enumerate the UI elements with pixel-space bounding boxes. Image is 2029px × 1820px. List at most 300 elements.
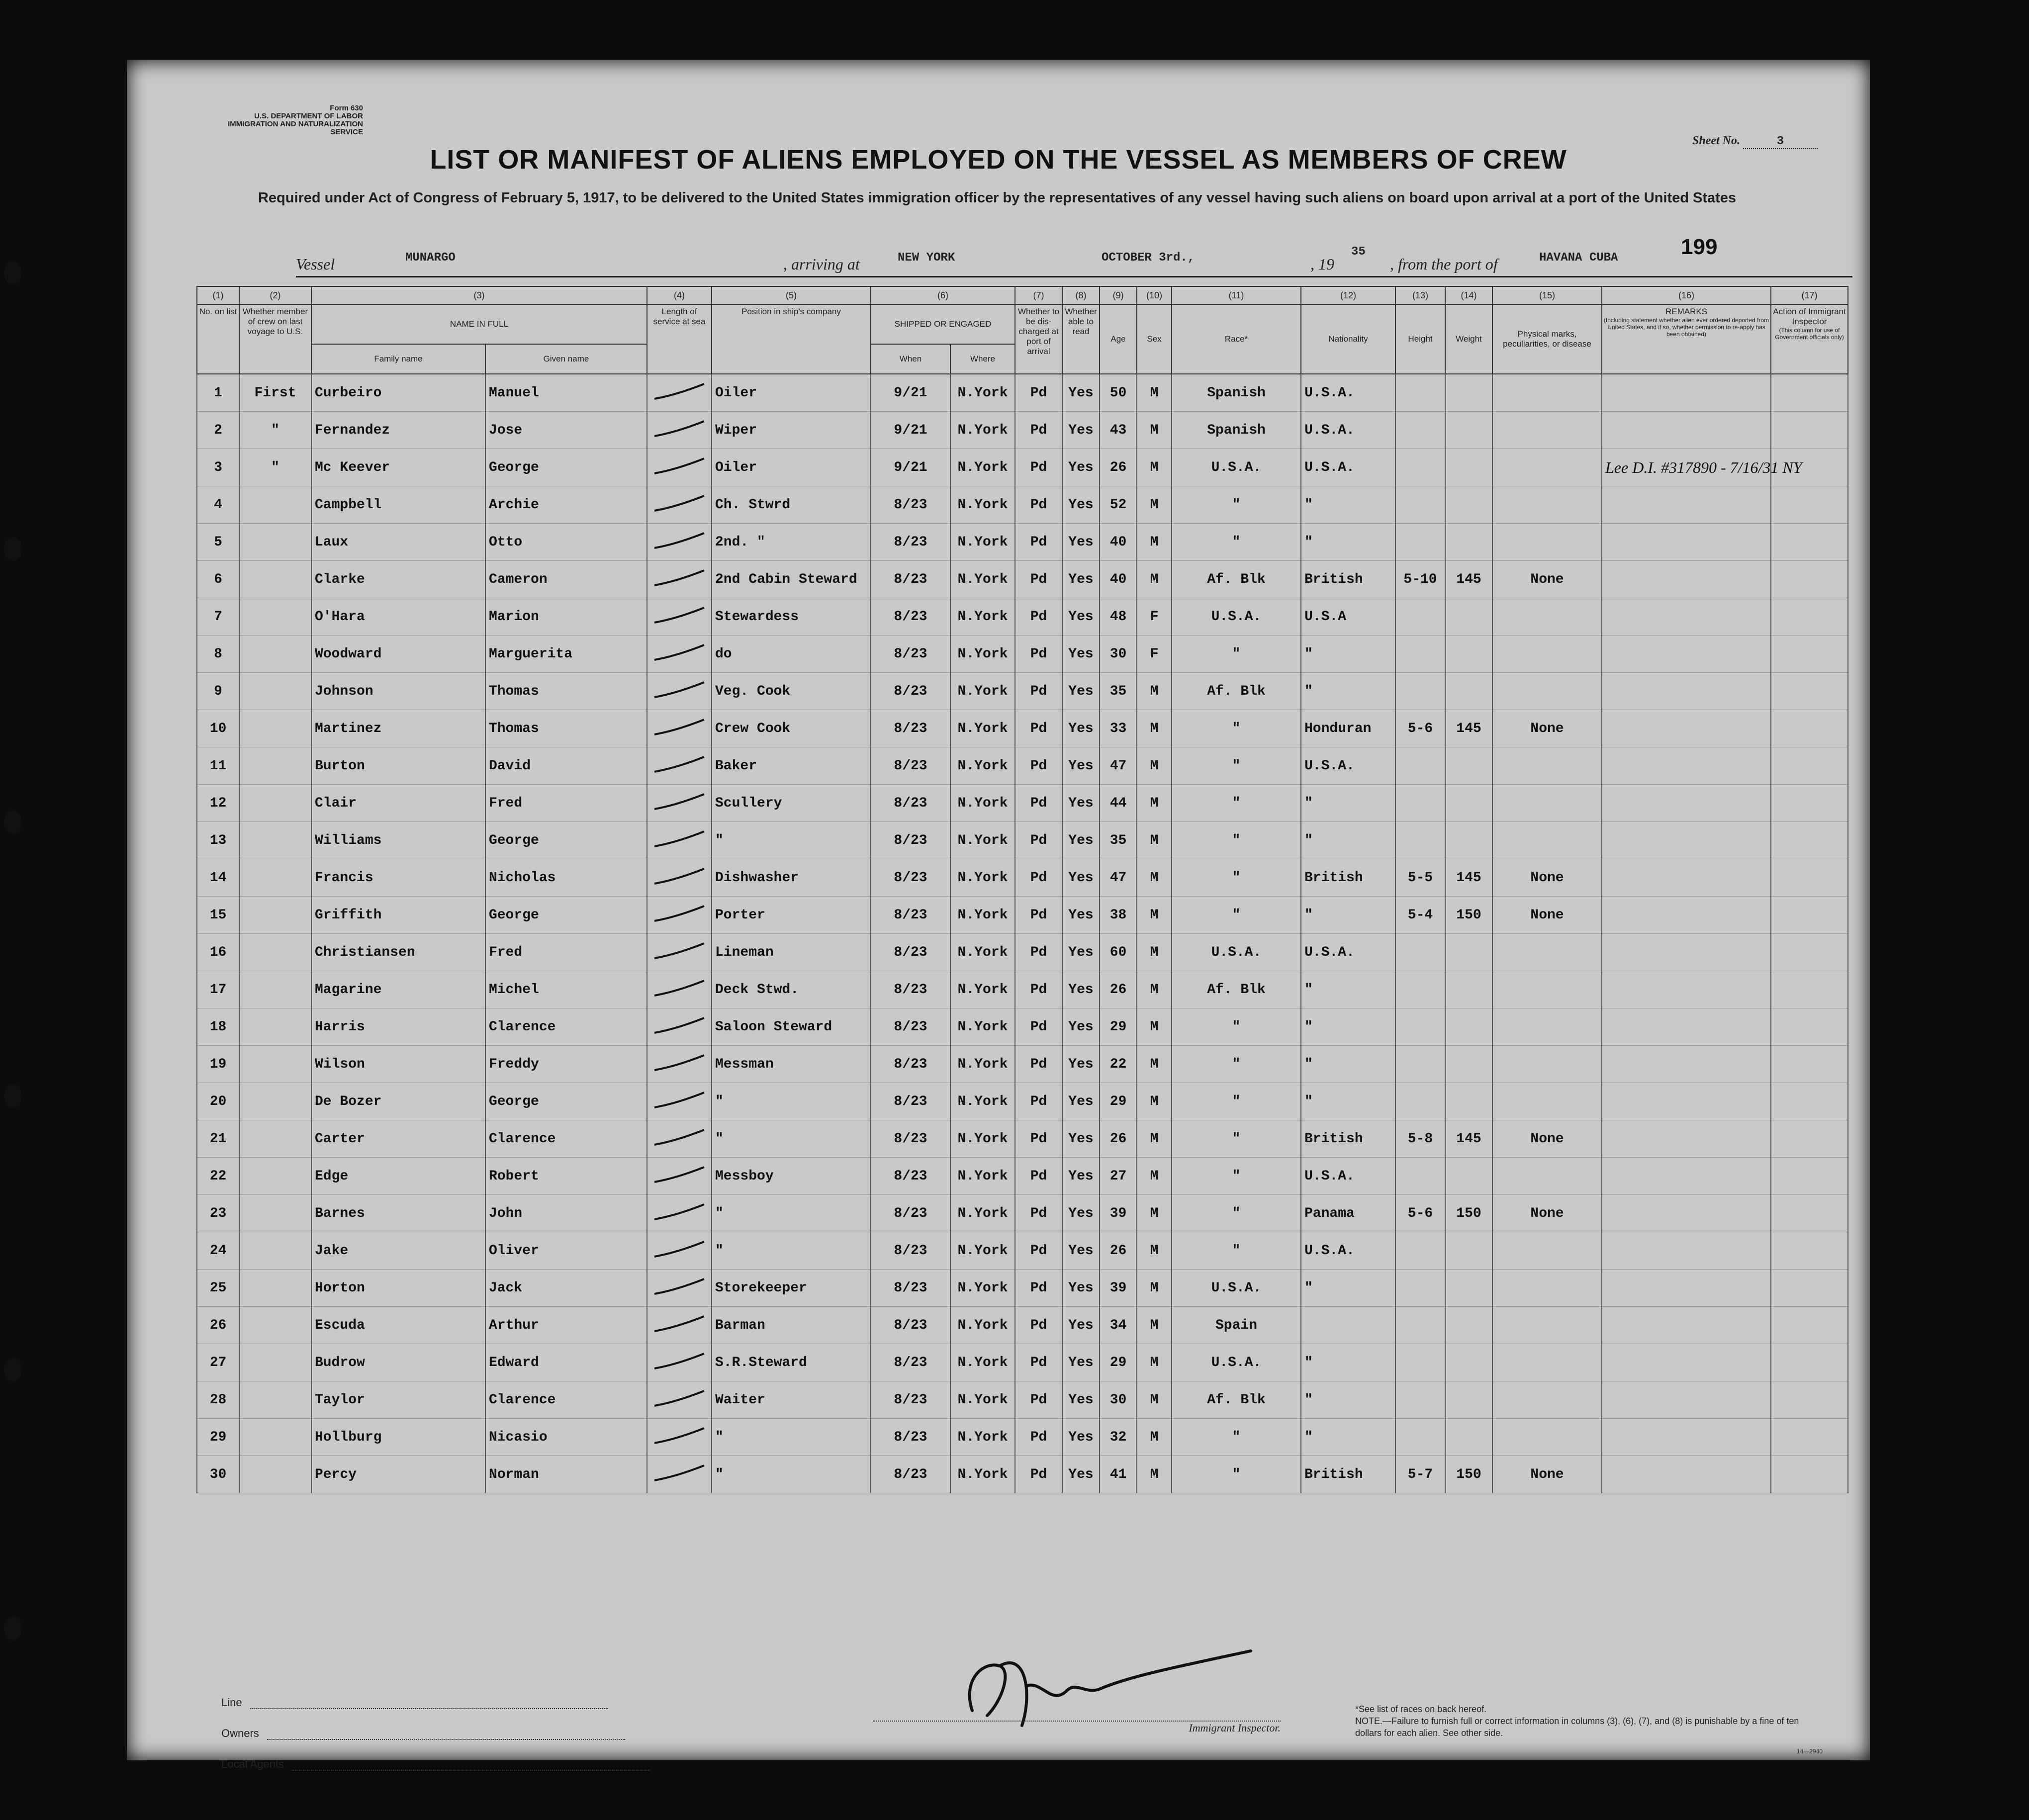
- cell-family-name: Christiansen: [311, 934, 485, 971]
- tick-mark: [652, 642, 707, 662]
- cell-inspector-action: [1771, 636, 1848, 673]
- cell-physical-marks: [1492, 1419, 1602, 1456]
- cell-shipped-when: 8/23: [871, 971, 950, 1008]
- cell-inspector-action: [1771, 673, 1848, 710]
- cell-race: ": [1172, 1232, 1301, 1270]
- cell-discharged: Pd: [1015, 524, 1062, 561]
- cell-age: 48: [1100, 598, 1137, 636]
- cell-physical-marks: [1492, 1158, 1602, 1195]
- cell-age: 26: [1100, 1232, 1137, 1270]
- cell-given-name: Oliver: [485, 1232, 647, 1270]
- cell-discharged: Pd: [1015, 673, 1062, 710]
- cell-physical-marks: None: [1492, 1195, 1602, 1232]
- cell-sex: M: [1137, 374, 1172, 412]
- cell-discharged: Pd: [1015, 1270, 1062, 1307]
- cell-service-length: [647, 673, 712, 710]
- cell-weight: 150: [1445, 1195, 1492, 1232]
- table-row: [197, 785, 1848, 822]
- cell-row-number: 1: [197, 374, 239, 412]
- cell-row-number: 26: [197, 1307, 239, 1344]
- col-num: (17): [1771, 286, 1848, 304]
- tick-mark: [652, 1127, 707, 1147]
- cell-sex: M: [1137, 1195, 1172, 1232]
- cell-inspector-action: [1771, 598, 1848, 636]
- tick-mark: [652, 1313, 707, 1333]
- cell-position: ": [712, 1456, 871, 1493]
- cell-inspector-action: [1771, 1456, 1848, 1493]
- cell-nationality: Honduran: [1301, 710, 1395, 747]
- cell-discharged: Pd: [1015, 1419, 1062, 1456]
- tick-mark: [652, 754, 707, 774]
- cell-age: 26: [1100, 1120, 1137, 1158]
- cell-last-voyage: [239, 673, 311, 710]
- col-num: (11): [1172, 286, 1301, 304]
- cell-discharged: Pd: [1015, 747, 1062, 785]
- cell-nationality: ": [1301, 897, 1395, 934]
- cell-weight: [1445, 374, 1492, 412]
- cell-shipped-when: 8/23: [871, 785, 950, 822]
- cell-inspector-action: [1771, 710, 1848, 747]
- cell-sex: F: [1137, 636, 1172, 673]
- cell-nationality: U.S.A.: [1301, 1232, 1395, 1270]
- cell-shipped-when: 8/23: [871, 859, 950, 897]
- cell-discharged: Pd: [1015, 1307, 1062, 1344]
- table-row: [197, 1270, 1848, 1307]
- cell-service-length: [647, 822, 712, 859]
- cell-remarks: [1602, 1419, 1771, 1456]
- cell-able-to-read: Yes: [1062, 1381, 1100, 1419]
- table-row: [197, 412, 1848, 449]
- cell-height: [1395, 1344, 1445, 1381]
- cell-able-to-read: Yes: [1062, 785, 1100, 822]
- col-header-position: Position in ship's company: [712, 304, 871, 374]
- tick-mark: [652, 455, 707, 475]
- cell-weight: 145: [1445, 561, 1492, 598]
- cell-nationality: British: [1301, 859, 1395, 897]
- cell-family-name: Harris: [311, 1008, 485, 1046]
- cell-position: Messman: [712, 1046, 871, 1083]
- cell-last-voyage: ": [239, 412, 311, 449]
- cell-age: 43: [1100, 412, 1137, 449]
- cell-sex: M: [1137, 747, 1172, 785]
- cell-sex: M: [1137, 897, 1172, 934]
- cell-weight: 150: [1445, 897, 1492, 934]
- table-row: [197, 1008, 1848, 1046]
- cell-position: Baker: [712, 747, 871, 785]
- col-header-no: No. on list: [197, 304, 239, 374]
- cell-inspector-action: [1771, 934, 1848, 971]
- cell-given-name: Thomas: [485, 710, 647, 747]
- cell-weight: [1445, 486, 1492, 524]
- cell-age: 47: [1100, 859, 1137, 897]
- table-row: [197, 822, 1848, 859]
- cell-service-length: [647, 1083, 712, 1120]
- cell-weight: [1445, 747, 1492, 785]
- cell-race: U.S.A.: [1172, 449, 1301, 486]
- cell-age: 29: [1100, 1083, 1137, 1120]
- cell-shipped-where: N.York: [950, 710, 1015, 747]
- cell-family-name: Mc Keever: [311, 449, 485, 486]
- cell-shipped-when: 8/23: [871, 1307, 950, 1344]
- tick-mark: [652, 1462, 707, 1482]
- cell-shipped-where: N.York: [950, 1158, 1015, 1195]
- tick-mark: [652, 679, 707, 699]
- cell-physical-marks: [1492, 822, 1602, 859]
- cell-race: ": [1172, 486, 1301, 524]
- cell-physical-marks: [1492, 636, 1602, 673]
- cell-position: Storekeeper: [712, 1270, 871, 1307]
- cell-remarks: [1602, 971, 1771, 1008]
- arrival-port: NEW YORK: [898, 251, 955, 265]
- cell-sex: M: [1137, 785, 1172, 822]
- manifest-rows: [197, 374, 1848, 1493]
- cell-inspector-action: [1771, 1158, 1848, 1195]
- cell-race: ": [1172, 747, 1301, 785]
- cell-weight: [1445, 449, 1492, 486]
- cell-family-name: Taylor: [311, 1381, 485, 1419]
- col-header-shipped: SHIPPED OR ENGAGED: [871, 304, 1015, 344]
- cell-height: 5-4: [1395, 897, 1445, 934]
- cell-shipped-where: N.York: [950, 1456, 1015, 1493]
- table-row: [197, 598, 1848, 636]
- cell-weight: [1445, 1083, 1492, 1120]
- cell-height: [1395, 374, 1445, 412]
- cell-service-length: [647, 486, 712, 524]
- cell-able-to-read: Yes: [1062, 1344, 1100, 1381]
- cell-position: Dishwasher: [712, 859, 871, 897]
- table-row: [197, 859, 1848, 897]
- cell-given-name: Archie: [485, 486, 647, 524]
- cell-given-name: Freddy: [485, 1046, 647, 1083]
- cell-weight: [1445, 412, 1492, 449]
- cell-height: 5-6: [1395, 1195, 1445, 1232]
- cell-nationality: ": [1301, 673, 1395, 710]
- cell-inspector-action: [1771, 1270, 1848, 1307]
- cell-discharged: Pd: [1015, 1008, 1062, 1046]
- note-races: *See list of races on back hereof.: [1355, 1704, 1487, 1714]
- cell-nationality: ": [1301, 636, 1395, 673]
- cell-service-length: [647, 897, 712, 934]
- cell-shipped-when: 8/23: [871, 934, 950, 971]
- cell-family-name: Edge: [311, 1158, 485, 1195]
- cell-family-name: Barnes: [311, 1195, 485, 1232]
- cell-physical-marks: [1492, 747, 1602, 785]
- cell-position: Crew Cook: [712, 710, 871, 747]
- cell-weight: [1445, 1381, 1492, 1419]
- cell-age: 60: [1100, 934, 1137, 971]
- cell-shipped-where: N.York: [950, 1419, 1015, 1456]
- cell-given-name: Robert: [485, 1158, 647, 1195]
- form-identifier: [204, 104, 363, 136]
- cell-row-number: 9: [197, 673, 239, 710]
- cell-service-length: [647, 561, 712, 598]
- cell-weight: [1445, 673, 1492, 710]
- cell-weight: [1445, 524, 1492, 561]
- cell-sex: M: [1137, 710, 1172, 747]
- cell-race: ": [1172, 1083, 1301, 1120]
- table-row: [197, 561, 1848, 598]
- cell-row-number: 4: [197, 486, 239, 524]
- cell-position: do: [712, 636, 871, 673]
- cell-family-name: Clarke: [311, 561, 485, 598]
- col-header-name: NAME IN FULL: [311, 304, 647, 344]
- cell-race: Af. Blk: [1172, 1381, 1301, 1419]
- cell-height: [1395, 1158, 1445, 1195]
- table-row: [197, 1158, 1848, 1195]
- col-header-height: Height: [1395, 304, 1445, 374]
- table-row: [197, 897, 1848, 934]
- cell-shipped-where: N.York: [950, 598, 1015, 636]
- cell-given-name: Nicasio: [485, 1419, 647, 1456]
- cell-sex: M: [1137, 1456, 1172, 1493]
- cell-position: S.R.Steward: [712, 1344, 871, 1381]
- cell-race: ": [1172, 859, 1301, 897]
- cell-shipped-when: 8/23: [871, 1419, 950, 1456]
- arrival-date: OCTOBER 3rd.,: [1102, 251, 1195, 265]
- table-row: [197, 374, 1848, 412]
- cell-weight: [1445, 1270, 1492, 1307]
- cell-given-name: George: [485, 822, 647, 859]
- cell-inspector-action: [1771, 1046, 1848, 1083]
- table-row: [197, 524, 1848, 561]
- cell-physical-marks: None: [1492, 859, 1602, 897]
- cell-sex: F: [1137, 598, 1172, 636]
- cell-service-length: [647, 785, 712, 822]
- cell-age: 30: [1100, 1381, 1137, 1419]
- cell-physical-marks: [1492, 673, 1602, 710]
- cell-discharged: Pd: [1015, 1232, 1062, 1270]
- cell-age: 41: [1100, 1456, 1137, 1493]
- cell-height: [1395, 934, 1445, 971]
- cell-shipped-when: 8/23: [871, 636, 950, 673]
- cell-row-number: 13: [197, 822, 239, 859]
- cell-shipped-when: 8/23: [871, 486, 950, 524]
- cell-remarks: [1602, 636, 1771, 673]
- cell-discharged: Pd: [1015, 1120, 1062, 1158]
- cell-sex: M: [1137, 524, 1172, 561]
- cell-race: ": [1172, 1456, 1301, 1493]
- cell-row-number: 3: [197, 449, 239, 486]
- tick-mark: [652, 1388, 707, 1408]
- tick-mark: [652, 1276, 707, 1296]
- cell-remarks: [1602, 524, 1771, 561]
- cell-race: Spain: [1172, 1307, 1301, 1344]
- cell-service-length: [647, 1158, 712, 1195]
- col-header-family-name: Family name: [311, 344, 485, 374]
- cell-given-name: Clarence: [485, 1381, 647, 1419]
- handwritten-number: 199: [1681, 235, 1718, 259]
- cell-position: Barman: [712, 1307, 871, 1344]
- cell-nationality: British: [1301, 1120, 1395, 1158]
- table-row: [197, 636, 1848, 673]
- cell-nationality: U.S.A.: [1301, 374, 1395, 412]
- cell-nationality: U.S.A.: [1301, 412, 1395, 449]
- col-num: (7): [1015, 286, 1062, 304]
- cell-discharged: Pd: [1015, 1344, 1062, 1381]
- cell-race: ": [1172, 1419, 1301, 1456]
- cell-service-length: [647, 1419, 712, 1456]
- cell-discharged: Pd: [1015, 897, 1062, 934]
- cell-row-number: 8: [197, 636, 239, 673]
- cell-height: [1395, 1270, 1445, 1307]
- cell-inspector-action: [1771, 1381, 1848, 1419]
- cell-given-name: Marion: [485, 598, 647, 636]
- cell-row-number: 29: [197, 1419, 239, 1456]
- cell-discharged: Pd: [1015, 561, 1062, 598]
- cell-inspector-action: [1771, 747, 1848, 785]
- cell-remarks: [1602, 934, 1771, 971]
- cell-remarks: [1602, 859, 1771, 897]
- cell-row-number: 2: [197, 412, 239, 449]
- cell-discharged: Pd: [1015, 412, 1062, 449]
- cell-service-length: [647, 971, 712, 1008]
- cell-weight: [1445, 1046, 1492, 1083]
- binder-hole: [4, 261, 22, 285]
- cell-sex: M: [1137, 822, 1172, 859]
- cell-physical-marks: None: [1492, 561, 1602, 598]
- cell-age: 38: [1100, 897, 1137, 934]
- cell-discharged: Pd: [1015, 598, 1062, 636]
- cell-physical-marks: [1492, 1083, 1602, 1120]
- cell-last-voyage: ": [239, 449, 311, 486]
- cell-given-name: Jack: [485, 1270, 647, 1307]
- cell-remarks: [1602, 822, 1771, 859]
- cell-nationality: British: [1301, 1456, 1395, 1493]
- cell-sex: M: [1137, 1344, 1172, 1381]
- cell-height: [1395, 673, 1445, 710]
- cell-nationality: U.S.A.: [1301, 934, 1395, 971]
- cell-remarks: [1602, 1344, 1771, 1381]
- cell-given-name: Michel: [485, 971, 647, 1008]
- cell-row-number: 15: [197, 897, 239, 934]
- department: U.S. DEPARTMENT OF LABOR: [254, 112, 363, 120]
- cell-nationality: ": [1301, 524, 1395, 561]
- cell-shipped-where: N.York: [950, 1083, 1015, 1120]
- col-header-action: [1771, 304, 1848, 374]
- cell-remarks: [1602, 1232, 1771, 1270]
- cell-family-name: Curbeiro: [311, 374, 485, 412]
- cell-height: [1395, 747, 1445, 785]
- col-header-last-voyage: Whether member of crew on last voyage to U.S.: [239, 304, 311, 374]
- cell-physical-marks: [1492, 374, 1602, 412]
- cell-height: [1395, 412, 1445, 449]
- cell-inspector-action: [1771, 1232, 1848, 1270]
- cell-able-to-read: Yes: [1062, 449, 1100, 486]
- cell-physical-marks: [1492, 1270, 1602, 1307]
- cell-family-name: Wilson: [311, 1046, 485, 1083]
- cell-last-voyage: [239, 524, 311, 561]
- cell-family-name: Budrow: [311, 1344, 485, 1381]
- cell-able-to-read: Yes: [1062, 673, 1100, 710]
- cell-family-name: Griffith: [311, 897, 485, 934]
- cell-weight: [1445, 1232, 1492, 1270]
- cell-shipped-when: 8/23: [871, 1008, 950, 1046]
- cell-height: [1395, 1381, 1445, 1419]
- cell-shipped-when: 8/23: [871, 1158, 950, 1195]
- cell-inspector-action: [1771, 1419, 1848, 1456]
- cell-family-name: Campbell: [311, 486, 485, 524]
- cell-nationality: ": [1301, 1270, 1395, 1307]
- cell-family-name: Laux: [311, 524, 485, 561]
- cell-shipped-where: N.York: [950, 1270, 1015, 1307]
- cell-weight: [1445, 636, 1492, 673]
- cell-given-name: Jose: [485, 412, 647, 449]
- cell-given-name: Fred: [485, 785, 647, 822]
- cell-able-to-read: Yes: [1062, 747, 1100, 785]
- table-row: [197, 747, 1848, 785]
- cell-last-voyage: [239, 1381, 311, 1419]
- cell-service-length: [647, 1456, 712, 1493]
- cell-row-number: 14: [197, 859, 239, 897]
- page-subtitle: Required under Act of Congress of February 5, 1917, to be delivered to the United States immigration officer by the representatives of any vessel having such aliens on board upon arrival at a port of the United States: [258, 190, 1737, 206]
- cell-last-voyage: [239, 1456, 311, 1493]
- cell-remarks: [1602, 598, 1771, 636]
- cell-last-voyage: [239, 1232, 311, 1270]
- table-row: [197, 1344, 1848, 1381]
- cell-race: ": [1172, 897, 1301, 934]
- cell-family-name: De Bozer: [311, 1083, 485, 1120]
- cell-physical-marks: [1492, 1307, 1602, 1344]
- cell-family-name: Francis: [311, 859, 485, 897]
- cell-height: 5-10: [1395, 561, 1445, 598]
- cell-family-name: Horton: [311, 1270, 485, 1307]
- cell-last-voyage: [239, 897, 311, 934]
- owners-label: Owners: [221, 1727, 259, 1739]
- cell-age: 26: [1100, 971, 1137, 1008]
- cell-discharged: Pd: [1015, 636, 1062, 673]
- cell-shipped-where: N.York: [950, 561, 1015, 598]
- cell-shipped-when: 8/23: [871, 747, 950, 785]
- col-header-discharged: Whether to be dis-charged at port of arrival: [1015, 304, 1062, 374]
- col-header-given-name: Given name: [485, 344, 647, 374]
- cell-shipped-where: N.York: [950, 636, 1015, 673]
- cell-remarks: [1602, 1120, 1771, 1158]
- col-num: (15): [1492, 286, 1602, 304]
- cell-shipped-when: 8/23: [871, 1344, 950, 1381]
- tick-mark: [652, 828, 707, 848]
- cell-inspector-action: [1771, 1195, 1848, 1232]
- tick-mark: [652, 530, 707, 550]
- cell-shipped-where: N.York: [950, 1120, 1015, 1158]
- cell-remarks: [1602, 1046, 1771, 1083]
- cell-position: Veg. Cook: [712, 673, 871, 710]
- cell-height: 5-6: [1395, 710, 1445, 747]
- cell-able-to-read: Yes: [1062, 971, 1100, 1008]
- cell-family-name: Martinez: [311, 710, 485, 747]
- cell-row-number: 5: [197, 524, 239, 561]
- cell-family-name: Magarine: [311, 971, 485, 1008]
- cell-inspector-action: [1771, 822, 1848, 859]
- inspector-label: Immigrant Inspector.: [873, 1721, 1281, 1734]
- form-number: Form 630: [330, 104, 363, 112]
- col-num: (10): [1137, 286, 1172, 304]
- form-code: 14—2940: [1796, 1748, 1823, 1755]
- tick-mark: [652, 1090, 707, 1109]
- tick-mark: [652, 1164, 707, 1184]
- cell-able-to-read: Yes: [1062, 1158, 1100, 1195]
- cell-row-number: 25: [197, 1270, 239, 1307]
- cell-weight: [1445, 598, 1492, 636]
- service: IMMIGRATION AND NATURALIZATION SERVICE: [228, 120, 363, 136]
- col-num: (4): [647, 286, 712, 304]
- cell-remarks: [1602, 486, 1771, 524]
- cell-family-name: O'Hara: [311, 598, 485, 636]
- cell-row-number: 20: [197, 1083, 239, 1120]
- cell-last-voyage: [239, 598, 311, 636]
- cell-remarks: [1602, 374, 1771, 412]
- cell-row-number: 16: [197, 934, 239, 971]
- cell-shipped-when: 8/23: [871, 561, 950, 598]
